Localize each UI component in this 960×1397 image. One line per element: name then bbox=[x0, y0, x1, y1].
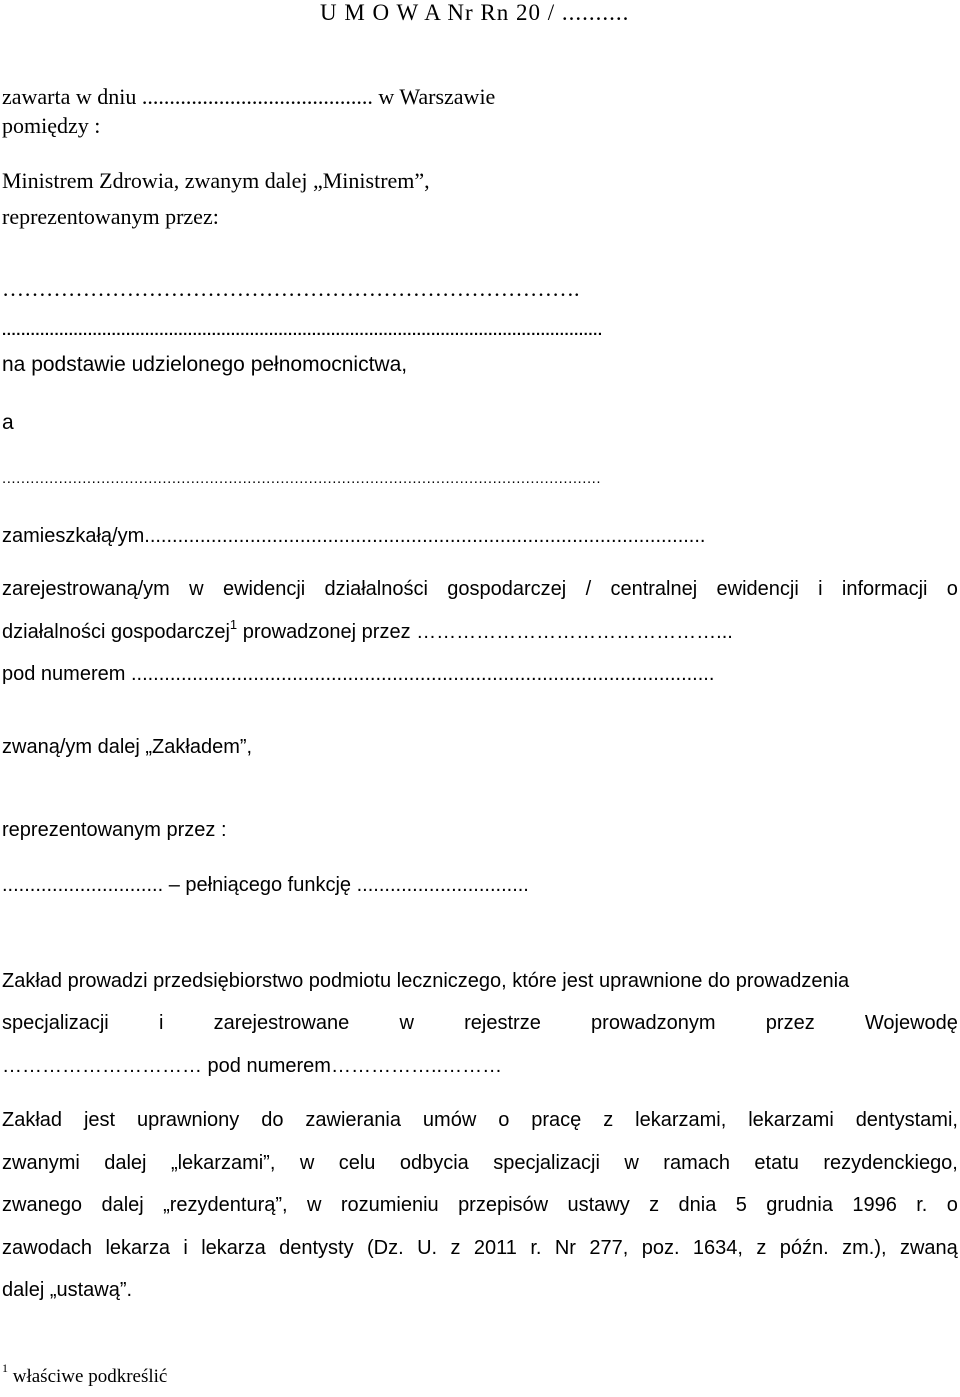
registry-operator-line: działalności gospodarczej$^1$ prowadzonej przez ………………………………………... bbox=[2, 617, 733, 643]
institution-description-line-2: specjalizacji i zarejestrowane w rejestrze prowadzonym przez Wojewodę bbox=[2, 1012, 958, 1034]
authorization-line-1: Zakład jest uprawniony do zawierania umów o pracę z lekarzami, lekarzami dentystami, bbox=[2, 1109, 958, 1131]
footnote bbox=[2, 1361, 168, 1388]
footnote-text: właściwe podkreślić bbox=[8, 1366, 168, 1387]
authorization-line-5: dalej „ustawą”. bbox=[2, 1279, 133, 1301]
parties-intro: pomiędzy : bbox=[2, 113, 101, 138]
document-title: U M O W A Nr Rn 20 / .......... bbox=[320, 0, 630, 25]
authorization-line-4: zawodach lekarza i lekarza dentysty (Dz. U. z 2011 r. Nr 277, poz. 1634, z późn. zm.), zwaną bbox=[2, 1237, 958, 1259]
institution-blank-line: ............................................................................................................................... bbox=[2, 470, 602, 487]
institution-description-line-1: Zakład prowadzi przedsiębiorstwo podmiotu leczniczego, które jest uprawnione do prowadzenia bbox=[2, 970, 850, 992]
power-of-attorney-line: na podstawie udzielonego pełnomocnictwa, bbox=[2, 353, 408, 376]
institution-alias: zwaną/ym dalej „Zakładem”, bbox=[2, 736, 253, 758]
representative-function-line: ............................. – pełniącego funkcję ............................... bbox=[2, 874, 529, 896]
authorization-line-3: zwanego dalej „rezydenturą”, w rozumieniu przepisów ustawy z dnia 5 grudnia 1996 r. o bbox=[2, 1194, 958, 1216]
residence-line: zamieszkałą/ym..................................................................................................... bbox=[2, 525, 706, 547]
authorization-line-2: zwanymi dalej „lekarzami”, w celu odbycia specjalizacji w ramach etatu rezydenckiego, bbox=[2, 1152, 958, 1174]
voivode-registration-line: ………………………… pod numerem……………..……… bbox=[2, 1055, 503, 1077]
registration-number-line: pod numerem ......................................................................................................... bbox=[2, 663, 715, 685]
ministry-party: Ministrem Zdrowia, zwanym dalej „Ministrem”, bbox=[2, 168, 430, 193]
ministry-representative-label: reprezentowanym przez: bbox=[2, 204, 219, 229]
representative-blank-line: ……………………………………………………………………. bbox=[2, 276, 580, 301]
agreement-date-line: zawarta w dniu .......................................... w Warszawie bbox=[2, 84, 496, 109]
registration-line: zarejestrowaną/ym w ewidencji działalności gospodarczej / centralnej ewidencji i informacji o bbox=[2, 578, 958, 600]
footnote-number: 1 bbox=[2, 1361, 8, 1375]
representative-blank-line-2: .............................................................................................................................. bbox=[2, 322, 603, 339]
institution-representative-label: reprezentowanym przez : bbox=[2, 819, 227, 841]
footnote-marker: 1 bbox=[229, 617, 238, 632]
and-conjunction: a bbox=[2, 411, 14, 434]
